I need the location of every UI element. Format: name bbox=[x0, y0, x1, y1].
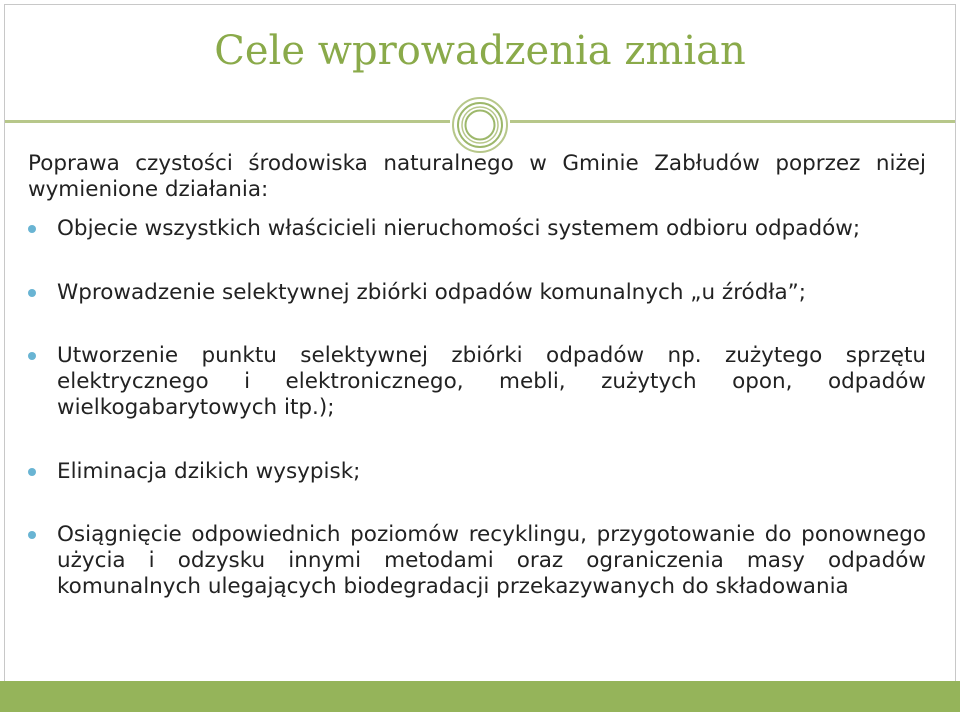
list-item bbox=[28, 522, 926, 600]
bullet-dot-icon bbox=[28, 225, 36, 233]
bullet-dot-icon bbox=[28, 352, 36, 360]
list-item-text: Eliminacja dzikich wysypisk; bbox=[57, 459, 361, 484]
list-item-text: Osiągnięcie odpowiednich poziomów recyklingu, przygotowanie do ponownego użycia i odzysku innymi metodami oraz ograniczenia masy odpadów komunalnych ulegających biodegradacji przekazywanych do składowania bbox=[57, 522, 926, 599]
intro-text: Poprawa czystości środowiska naturalnego w Gminie Zabłudów poprzez niżej wymienione działania: bbox=[28, 151, 926, 202]
concentric-circles-icon bbox=[452, 97, 508, 153]
list-item bbox=[28, 216, 926, 242]
list-item bbox=[28, 343, 926, 421]
list-item-text: Utworzenie punktu selektywnej zbiórki odpadów np. zużytego sprzętu elektrycznego i elektronicznego, mebli, zużytych opon, odpadów wielkogabarytowych itp.); bbox=[57, 343, 926, 420]
list-item-text: Objecie wszystkich właścicieli nieruchomości systemem odbioru odpadów; bbox=[57, 216, 861, 241]
bullet-dot-icon bbox=[28, 531, 36, 539]
bullet-dot-icon bbox=[28, 289, 36, 297]
title-divider-right bbox=[510, 120, 955, 123]
list-item bbox=[28, 459, 926, 485]
goals-list bbox=[28, 216, 926, 600]
bullet-dot-icon bbox=[28, 468, 36, 476]
list-item-text: Wprowadzenie selektywnej zbiórki odpadów komunalnych „u źródła”; bbox=[57, 280, 807, 305]
slide-content bbox=[28, 151, 926, 600]
slide-title: Cele wprowadzenia zmian bbox=[214, 28, 746, 74]
title-divider-left bbox=[5, 120, 450, 123]
footer-bar bbox=[0, 681, 960, 712]
list-item bbox=[28, 280, 926, 306]
